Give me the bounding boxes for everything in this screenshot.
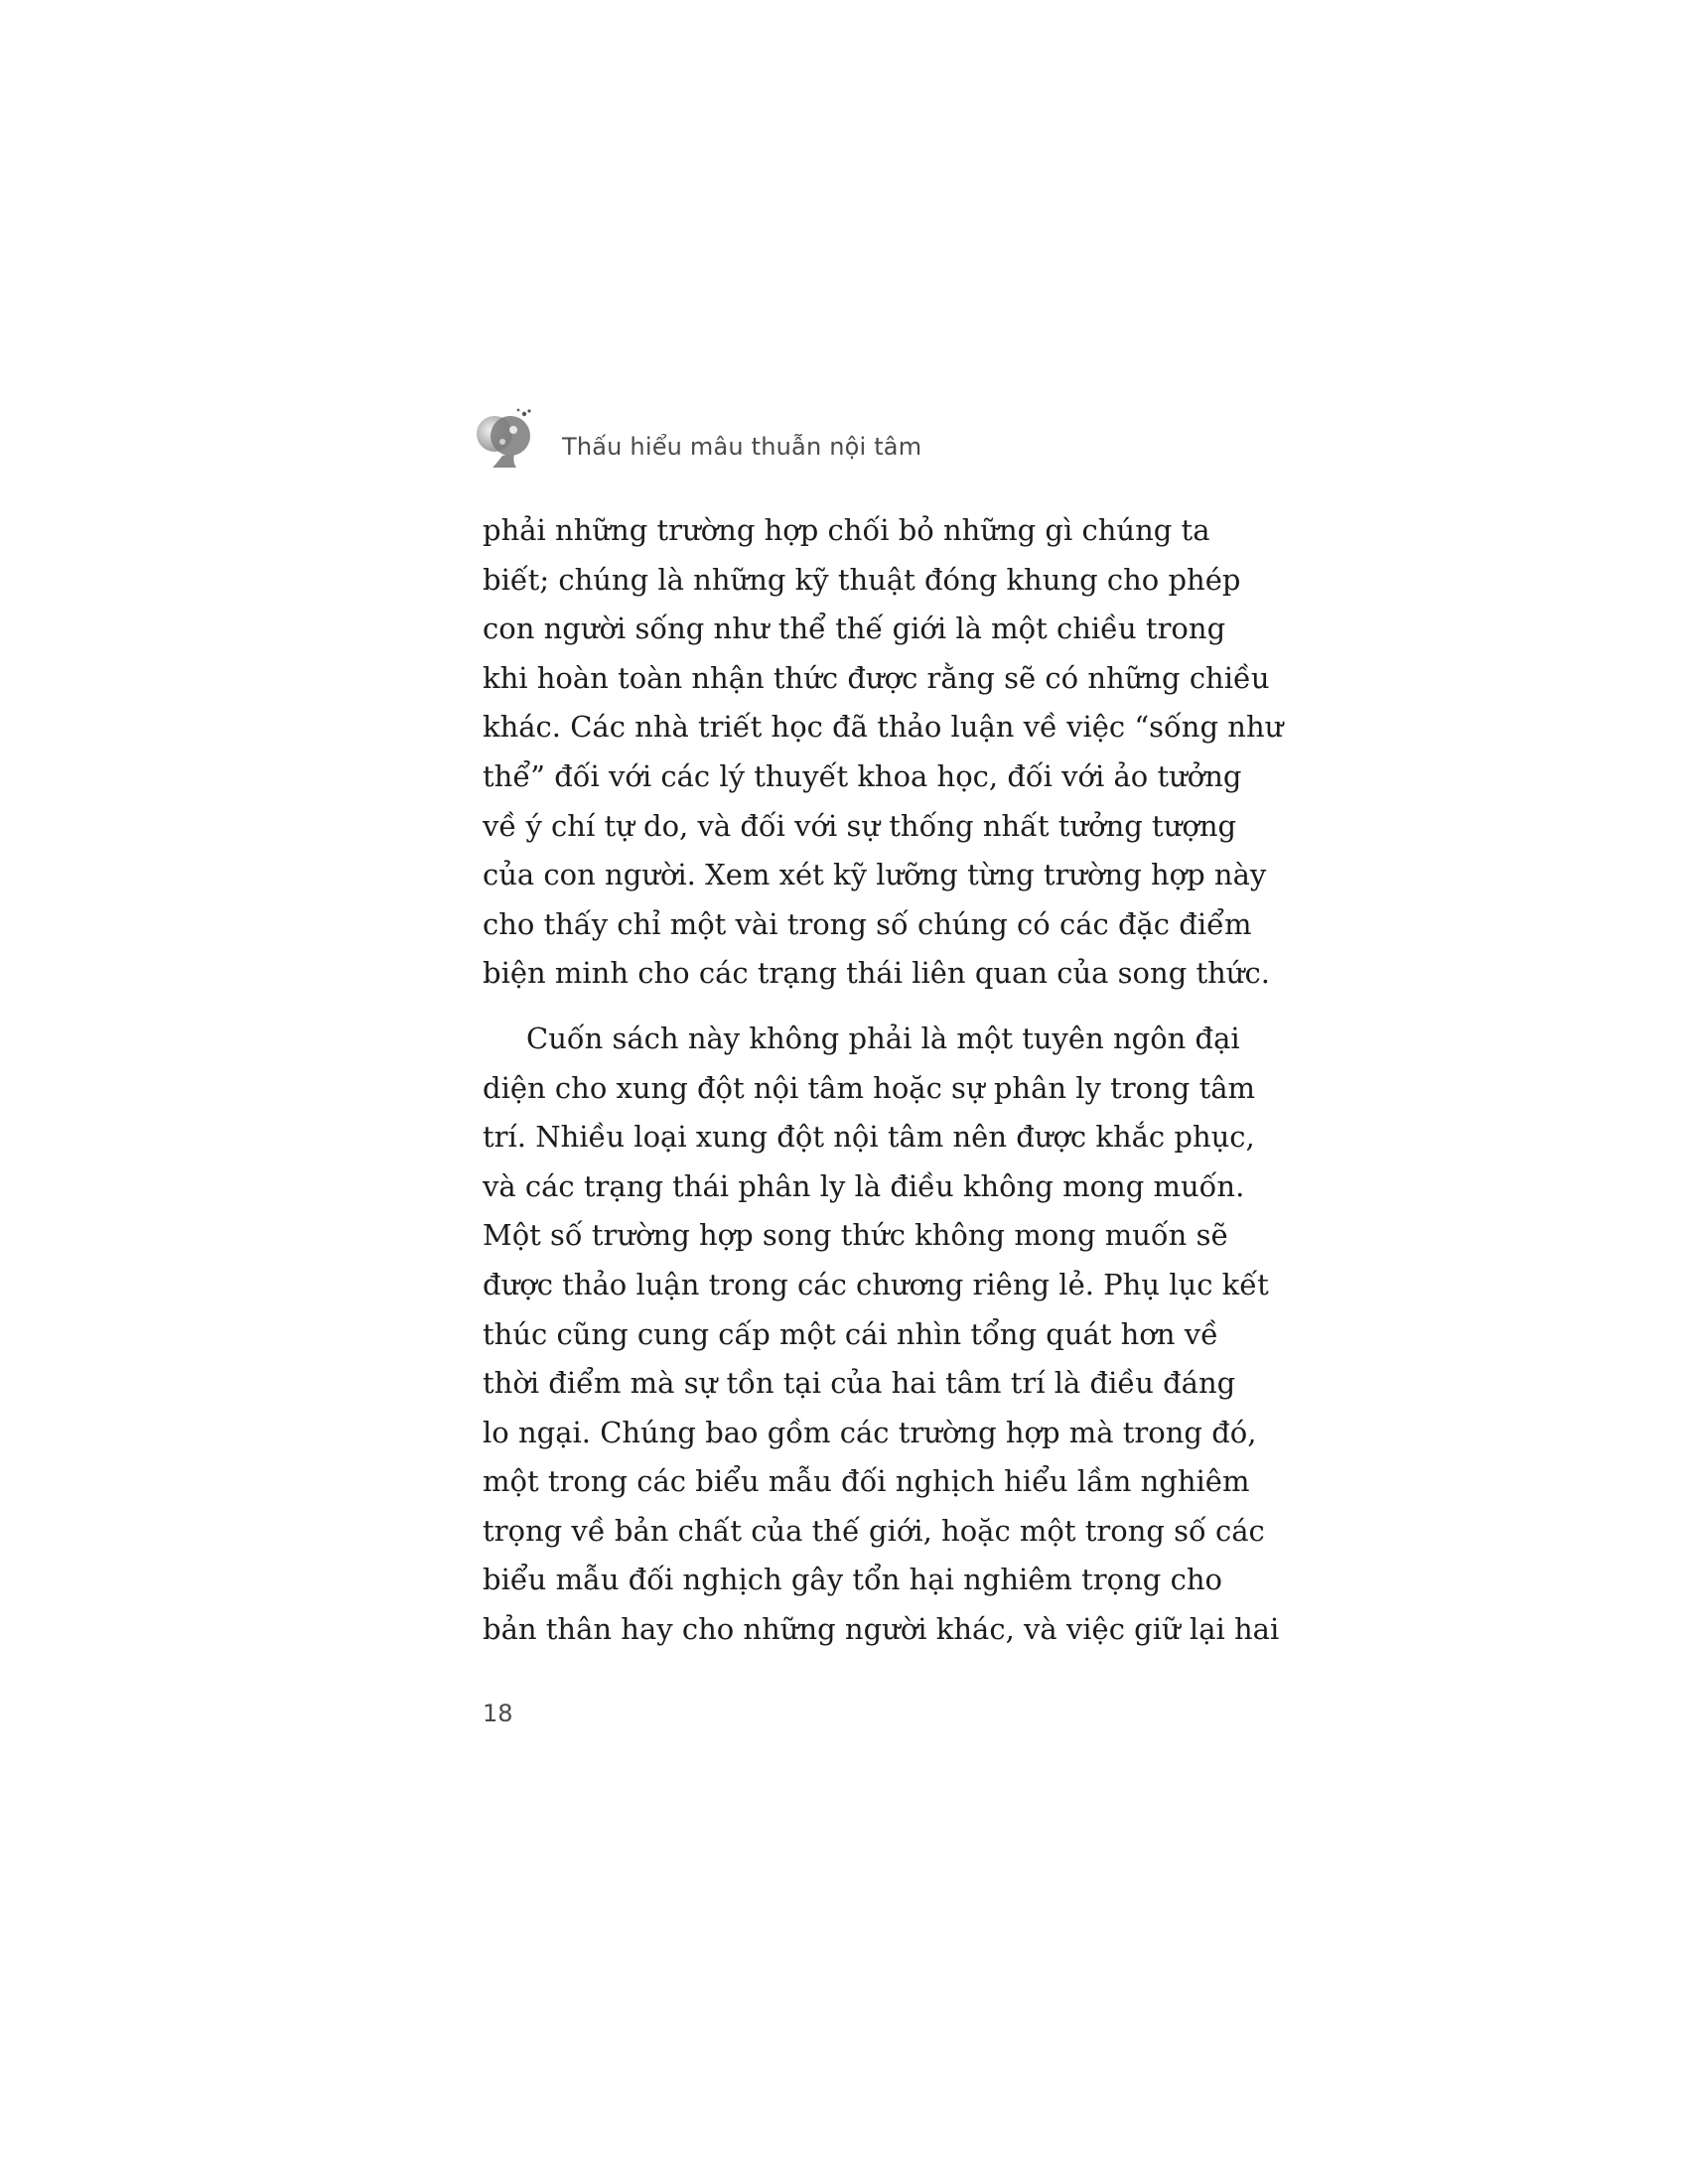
page-number: 18 bbox=[483, 1700, 513, 1727]
text-line: cho thấy chỉ một vài trong số chúng có các đặc điểm bbox=[483, 906, 1252, 941]
text-line: biểu mẫu đối nghịch gây tổn hại nghiêm trọng cho bbox=[483, 1563, 1222, 1597]
text-line: của con người. Xem xét kỹ lưỡng từng trường hợp này bbox=[483, 858, 1267, 892]
text-line: diện cho xung đột nội tâm hoặc sự phân ly trong tâm bbox=[483, 1070, 1256, 1105]
text-line: về ý chí tự do, và đối với sự thống nhất tưởng tượng bbox=[483, 808, 1237, 843]
text-line: khác. Các nhà triết học đã thảo luận về việc “sống như bbox=[483, 710, 1284, 745]
running-header bbox=[473, 405, 921, 469]
head-silhouette-icon bbox=[473, 406, 534, 468]
running-header-title: Thấu hiểu mâu thuẫn nội tâm bbox=[562, 433, 922, 461]
paragraph-gap bbox=[483, 999, 1188, 1015]
text-line: trọng về bản chất của thế giới, hoặc một trong số các bbox=[483, 1513, 1265, 1548]
text-line: và các trạng thái phân ly là điều không mong muốn. bbox=[483, 1168, 1245, 1203]
text-line: Một số trường hợp song thức không mong muốn sẽ bbox=[483, 1218, 1228, 1253]
text-line: biết; chúng là những kỹ thuật đóng khung cho phép bbox=[483, 562, 1241, 597]
text-line: được thảo luận trong các chương riêng lẻ. Phụ lục kết bbox=[483, 1267, 1269, 1301]
text-line: thể” đối với các lý thuyết khoa học, đối với ảo tưởng bbox=[483, 758, 1242, 793]
paragraph bbox=[483, 506, 1284, 999]
text-line: Cuốn sách này không phải là một tuyên ngôn đại bbox=[526, 1021, 1240, 1055]
text-line: thúc cũng cung cấp một cái nhìn tổng quát hơn về bbox=[483, 1316, 1218, 1351]
text-line: trí. Nhiều loại xung đột nội tâm nên được khắc phục, bbox=[483, 1120, 1255, 1155]
text-line: một trong các biểu mẫu đối nghịch hiểu lầm nghiêm bbox=[483, 1464, 1250, 1499]
text-line: khi hoàn toàn nhận thức được rằng sẽ có những chiều bbox=[483, 660, 1270, 695]
text-line: thời điểm mà sự tồn tại của hai tâm trí là điều đáng bbox=[483, 1366, 1236, 1401]
text-line: bản thân hay cho những người khác, và việc giữ lại hai bbox=[483, 1612, 1280, 1647]
text-line: biện minh cho các trạng thái liên quan của song thức. bbox=[483, 956, 1270, 991]
text-line: phải những trường hợp chối bỏ những gì chúng ta bbox=[483, 513, 1210, 547]
text-line: lo ngại. Chúng bao gồm các trường hợp mà trong đó, bbox=[483, 1415, 1257, 1449]
body-text bbox=[483, 506, 1284, 1655]
text-line: con người sống như thể thế giới là một chiều trong bbox=[483, 612, 1226, 646]
paragraph bbox=[483, 1015, 1280, 1655]
